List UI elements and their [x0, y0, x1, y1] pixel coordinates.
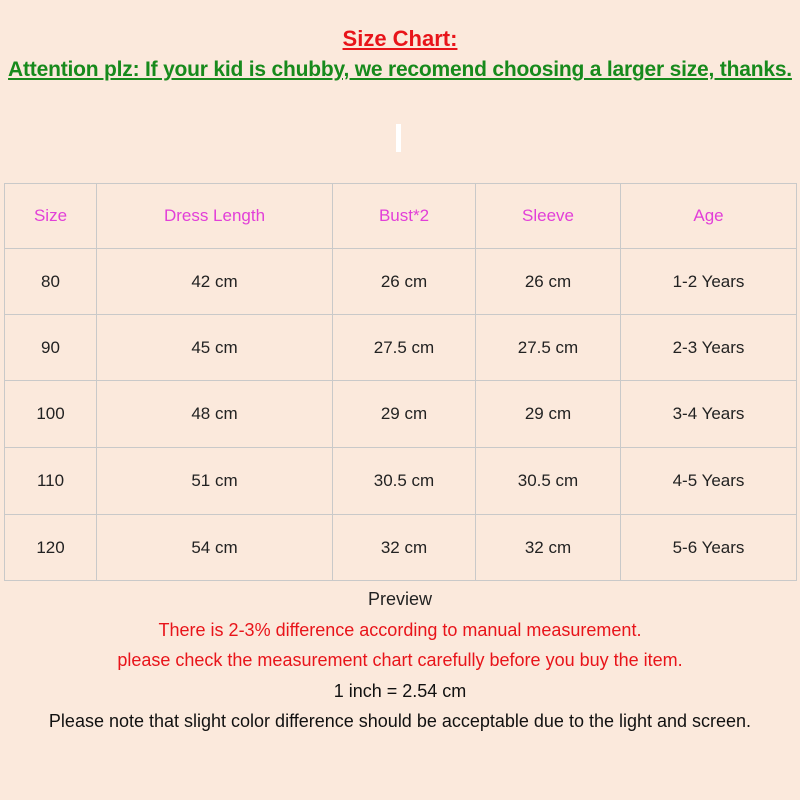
cell-dress-length: 54 cm [97, 515, 333, 581]
inch-conversion-note: 1 inch = 2.54 cm [333, 680, 467, 701]
column-header-bust: Bust*2 [333, 184, 476, 249]
cell-dress-length: 51 cm [97, 448, 333, 515]
cell-age: 3-4 Years [621, 381, 797, 448]
column-header-dress-length: Dress Length [97, 184, 333, 249]
preview-label: Preview [367, 589, 433, 609]
cell-bust: 30.5 cm [333, 448, 476, 515]
cell-dress-length: 45 cm [97, 315, 333, 381]
cell-sleeve: 30.5 cm [476, 448, 621, 515]
divider-mark [396, 124, 401, 152]
cell-age: 2-3 Years [621, 315, 797, 381]
cell-sleeve: 29 cm [476, 381, 621, 448]
table-row [5, 315, 797, 381]
cell-age: 1-2 Years [621, 249, 797, 315]
column-header-age: Age [621, 184, 797, 249]
table-row [5, 381, 797, 448]
table-row [5, 515, 797, 581]
cell-size: 90 [5, 315, 97, 381]
cell-age: 5-6 Years [621, 515, 797, 581]
table-row [5, 249, 797, 315]
page-title: Size Chart: [342, 26, 458, 51]
cell-bust: 27.5 cm [333, 315, 476, 381]
attention-notice: Attention plz: If your kid is chubby, we recomend choosing a larger size, thanks. [8, 58, 792, 81]
cell-size: 120 [5, 515, 97, 581]
color-difference-note: Please note that slight color difference should be acceptable due to the light and screen. [48, 711, 752, 731]
cell-sleeve: 27.5 cm [476, 315, 621, 381]
table-row [5, 448, 797, 515]
cell-size: 80 [5, 249, 97, 315]
column-header-size: Size [5, 184, 97, 249]
cell-size: 110 [5, 448, 97, 515]
cell-bust: 26 cm [333, 249, 476, 315]
notes-section [0, 584, 800, 737]
size-chart-table [4, 183, 797, 581]
cell-size: 100 [5, 381, 97, 448]
cell-age: 4-5 Years [621, 448, 797, 515]
cell-bust: 32 cm [333, 515, 476, 581]
cell-sleeve: 32 cm [476, 515, 621, 581]
difference-note: There is 2-3% difference according to manual measurement. [158, 619, 642, 640]
cell-sleeve: 26 cm [476, 249, 621, 315]
table-header-row [5, 184, 797, 249]
column-header-sleeve: Sleeve [476, 184, 621, 249]
check-note: please check the measurement chart carefully before you buy the item. [117, 650, 683, 670]
cell-bust: 29 cm [333, 381, 476, 448]
cell-dress-length: 42 cm [97, 249, 333, 315]
cell-dress-length: 48 cm [97, 381, 333, 448]
